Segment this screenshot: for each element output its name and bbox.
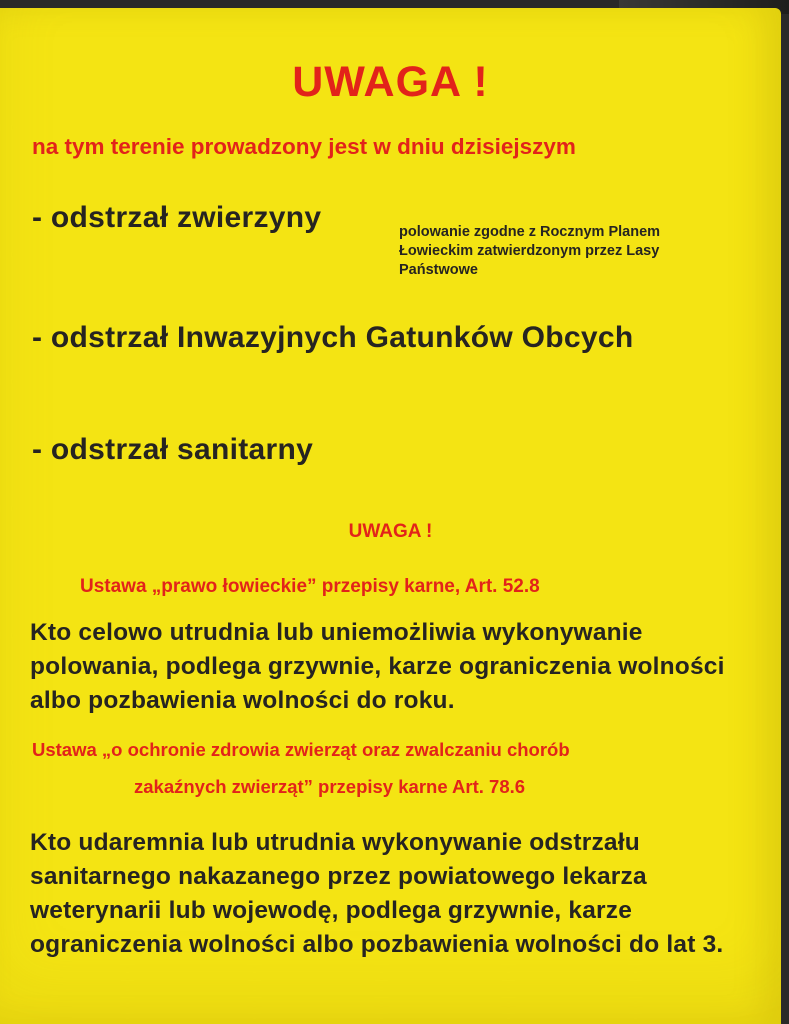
law2-heading-line1: Ustawa „o ochronie zdrowia zwierząt oraz zwalczaniu chorób: [32, 739, 570, 760]
list-item-sanitary: - odstrzał sanitarny: [32, 433, 314, 466]
hunting-note: polowanie zgodne z Rocznym Planem Łowieckim zatwierdzonym przez Lasy Państwowe: [399, 224, 661, 278]
warning-heading: UWAGA !: [348, 521, 433, 542]
list-item-invasive-species: - odstrzał Inwazyjnych Gatunków Obcych: [32, 321, 634, 354]
list-item-hunting: - odstrzał zwierzyny: [32, 201, 322, 234]
warning-sign: [0, 8, 781, 1024]
law1-heading: Ustawa „prawo łowieckie” przepisy karne, Art. 52.8: [80, 576, 540, 597]
law2-heading-line2: zakaźnych zwierząt” przepisy karne Art. 78.6: [134, 776, 526, 797]
sign-subtitle: na tym terenie prowadzony jest w dniu dzisiejszym: [32, 134, 576, 159]
law1-text: Kto celowo utrudnia lub uniemożliwia wykonywanie polowania, podlega grzywnie, karze ograniczenia wolności albo pozbawienia wolności do roku.: [30, 619, 725, 714]
sign-title: UWAGA !: [292, 58, 489, 106]
law2-text: Kto udaremnia lub utrudnia wykonywanie odstrzału sanitarnego nakazanego przez powiatowego lekarza weterynarii lub wojewodę, podlega grzywnie, karze ograniczenia wolności albo pozbawienia wolności do lat 3.: [30, 829, 724, 958]
